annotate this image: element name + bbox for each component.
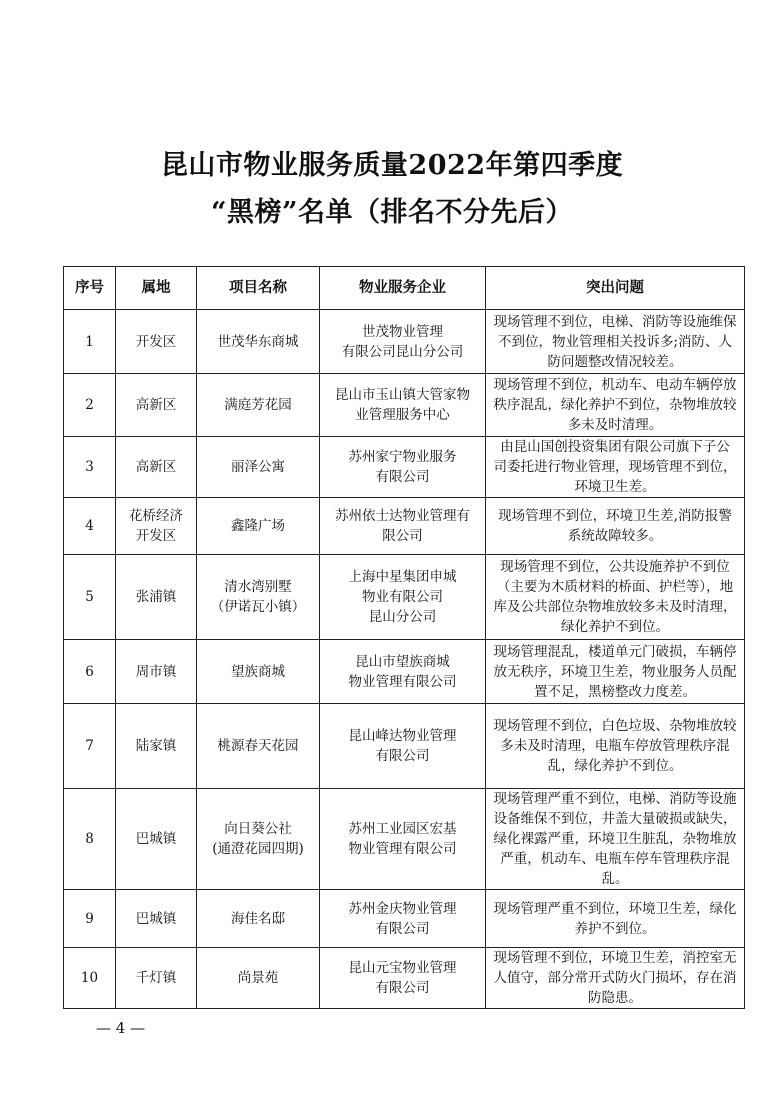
- row-index: 10: [64, 948, 116, 1009]
- header-company: 物业服务企业: [320, 267, 486, 310]
- header-area: 属地: [116, 267, 197, 310]
- row-issue: 现场管理严重不到位，环境卫生差，绿化 养护不到位。: [493, 900, 737, 937]
- row-area: 周市镇: [135, 663, 177, 680]
- table-header-row: [64, 267, 745, 310]
- row-index: 2: [64, 374, 116, 437]
- document-title-line2: “黑榜”名单（排名不分先后）: [210, 197, 574, 228]
- table-row: [64, 374, 745, 437]
- row-index: 9: [64, 890, 116, 948]
- row-index: 1: [64, 310, 116, 374]
- table-row: [64, 310, 745, 374]
- row-project: 海佳名邸: [231, 910, 285, 927]
- row-index: 4: [64, 498, 116, 555]
- row-project: 向日葵公社 (通澄花园四期): [212, 821, 304, 857]
- row-company: 昆山峰达物业管理 有限公司: [348, 728, 457, 764]
- table-row: [64, 498, 745, 555]
- row-area: 陆家镇: [135, 738, 177, 754]
- row-company: 苏州依士达物业管理有 限公司: [335, 508, 470, 544]
- row-issue: 现场管理不到位，电梯、消防等设施维保 不到位，物业管理相关投诉多;消防、人 防问题整改情况较差。: [493, 313, 737, 370]
- row-issue: 由昆山国创投资集团有限公司旗下子公 司委托进行物业管理，现场管理不到位， 环境卫生差。: [493, 439, 737, 495]
- row-area: 巴城镇: [135, 910, 177, 927]
- table-row: [64, 555, 745, 640]
- row-area: 高新区: [135, 397, 177, 413]
- row-project: 丽泽公寓: [231, 459, 285, 475]
- table-row: [64, 640, 745, 704]
- row-index: 3: [64, 437, 116, 498]
- header-project: 项目名称: [197, 267, 320, 310]
- header-issue: 突出问题: [486, 267, 745, 310]
- row-project: 清水湾别墅 （伊诺瓦小镇）: [210, 579, 306, 615]
- row-company: 苏州家宁物业服务 有限公司: [348, 449, 457, 485]
- row-issue: 现场管理严重不到位，电梯、消防等设施 设备维保不到位，井盖大量破损或缺失， 绿化裸露严重，环境卫生脏乱，杂物堆放 严重，机动车、电瓶车停车管理秩序混乱。: [493, 791, 737, 887]
- row-issue: 现场管理不到位，白色垃圾、杂物堆放较 多未及时清理，电瓶车停放管理秩序混 乱，绿化养护不到位。: [493, 718, 737, 774]
- row-project: 满庭芳花园: [224, 397, 292, 413]
- row-company: 苏州金庆物业管理 有限公司: [348, 900, 457, 937]
- row-project: 鑫隆广场: [231, 518, 285, 534]
- row-issue: 现场管理不到位，机动车、电动车辆停放 秩序混乱，绿化养护不到位，杂物堆放较 多未及时清理。: [493, 377, 737, 433]
- row-area: 千灯镇: [135, 970, 177, 986]
- blacklist-table: [63, 266, 745, 1009]
- header-index: 序号: [64, 267, 116, 310]
- table-row: [64, 948, 745, 1009]
- row-index: 8: [64, 789, 116, 890]
- table-row: [64, 789, 745, 890]
- row-area: 巴城镇: [135, 831, 177, 847]
- row-company: 苏州工业园区宏基 物业管理有限公司: [348, 821, 457, 857]
- row-area: 开发区: [135, 333, 177, 350]
- row-area: 花桥经济 开发区: [129, 508, 183, 544]
- row-area: 张浦镇: [135, 589, 177, 605]
- row-project: 尚景苑: [237, 970, 279, 986]
- table-row: [64, 437, 745, 498]
- row-issue: 现场管理不到位，环境卫生差,消防报警 系统故障较多。: [498, 508, 732, 544]
- row-issue: 现场管理不到位，环境卫生差，消控室无 人值守，部分常开式防火门损坏，存在消 防隐患。: [493, 950, 737, 1006]
- table-row: [64, 890, 745, 948]
- table-row: [64, 704, 745, 789]
- row-company: 昆山市望族商城 物业管理有限公司: [348, 653, 457, 690]
- document-title-line1: 昆山市物业服务质量2022年第四季度: [160, 150, 624, 181]
- row-company: 上海中星集团申城 物业有限公司 昆山分公司: [348, 569, 457, 625]
- row-index: 7: [64, 704, 116, 789]
- row-project: 桃源春天花园: [217, 738, 299, 754]
- row-area: 高新区: [135, 459, 177, 475]
- row-company: 世茂物业管理 有限公司昆山分公司: [341, 323, 464, 360]
- page-number: — 4 —: [96, 1019, 146, 1037]
- row-index: 5: [64, 555, 116, 640]
- row-company: 昆山市玉山镇大管家物 业管理服务中心: [335, 387, 470, 423]
- row-project: 望族商城: [231, 663, 285, 680]
- row-issue: 现场管理不到位，公共设施养护不到位 （主要为木质材料的桥面、护栏等），地 库及公共部位杂物堆放较多未及时清理， 绿化养护不到位。: [493, 559, 737, 635]
- row-project: 世茂华东商城: [217, 333, 299, 350]
- row-issue: 现场管理混乱，楼道单元门破损，车辆停 放无秩序，环境卫生差，物业服务人员配 置不足，黑榜整改力度差。: [493, 643, 737, 700]
- row-index: 6: [64, 640, 116, 704]
- row-company: 昆山元宝物业管理 有限公司: [348, 960, 457, 996]
